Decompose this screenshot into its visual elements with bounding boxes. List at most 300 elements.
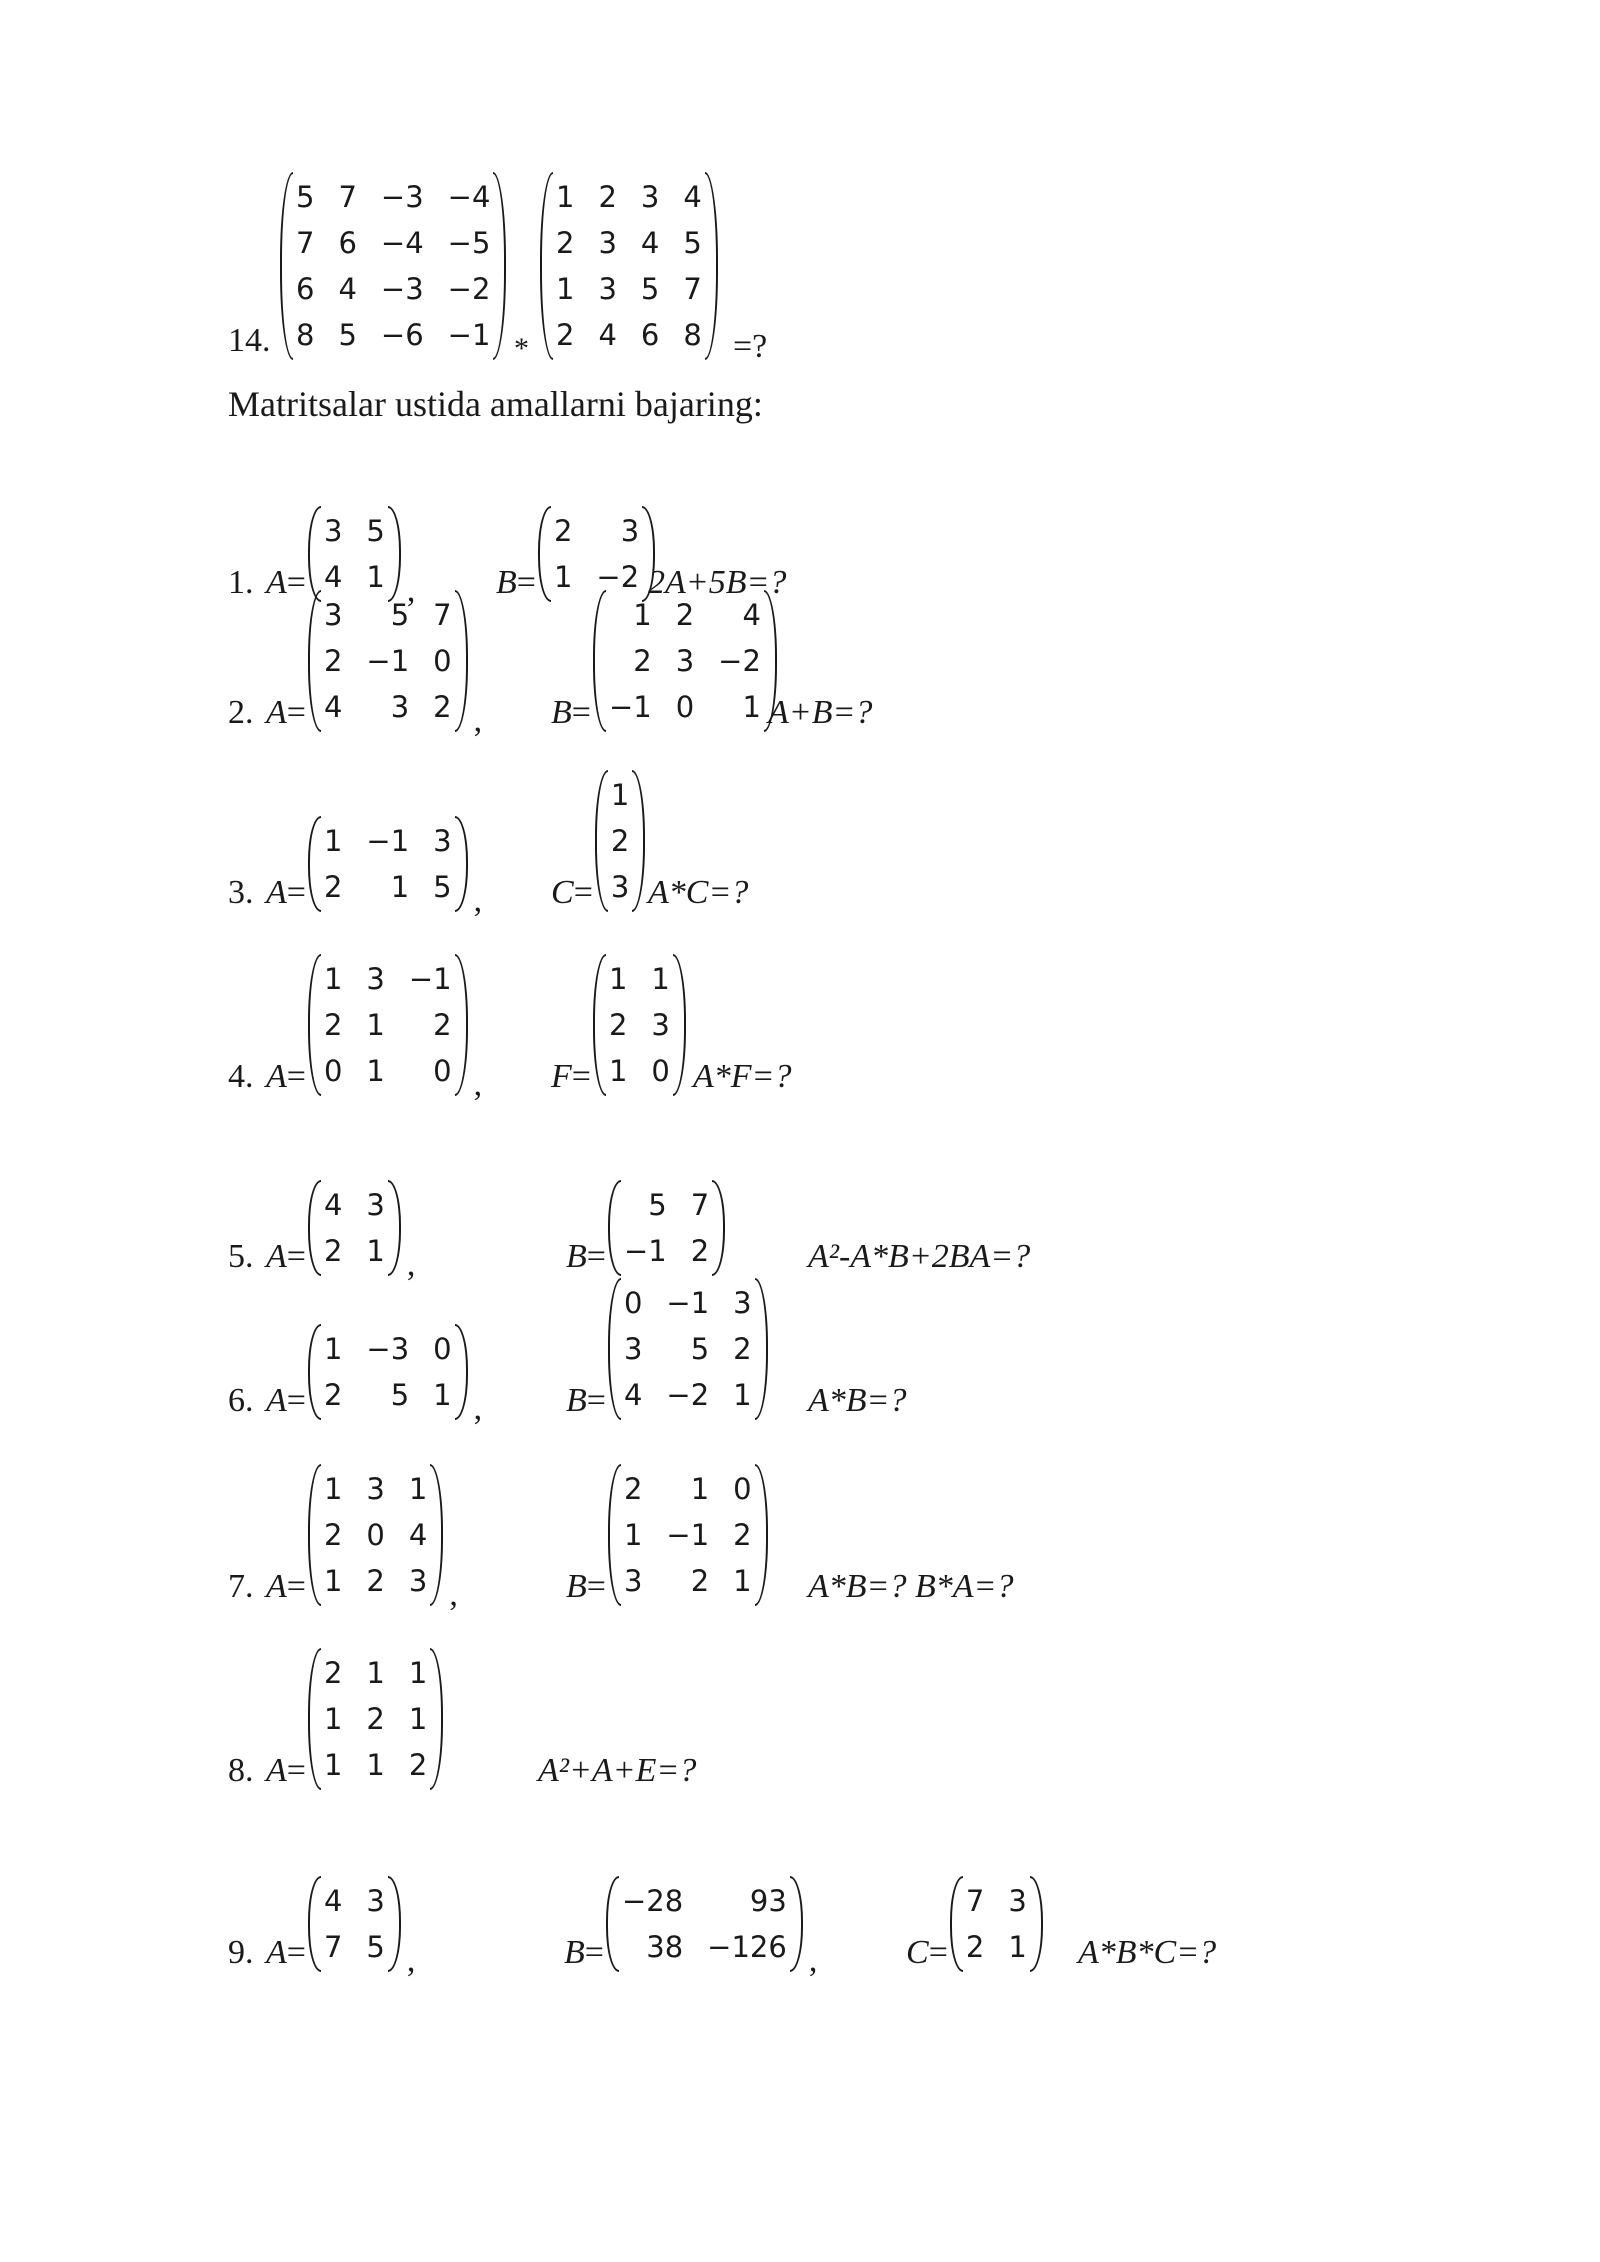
matrix-cell: 3 [323,598,343,632]
matrix-cell: 0 [675,690,695,724]
matrix-cell: 1 [610,778,630,812]
matrix-name: A [266,1382,287,1419]
problem-number: 2. [228,694,254,731]
matrix-cell: 3 [598,272,617,306]
matrix-cell: −3 [380,180,424,214]
matrix-cell: 4 [742,598,761,632]
matrix-cell: 8 [296,318,315,352]
matrix-cell: 7 [338,180,357,214]
problem-number: 1. [228,564,254,601]
matrix-cell: 2 [690,1234,710,1268]
matrix-row [322,1650,429,1696]
matrix-cell: 3 [323,514,343,548]
matrix-cell: 3 [733,1286,752,1320]
matrix-cell: 1 [742,690,761,724]
equals-sign: = [571,694,591,731]
matrix-cell: 1 [408,1472,428,1506]
problem-number: 9. [228,1934,254,1971]
matrix-cell: −1 [366,824,410,858]
task-expression: A²-A*B+2BA=? [808,1238,1031,1275]
problem-14-tail: =? [733,328,768,365]
problem-number: 4. [228,1058,254,1095]
matrix-b-group [566,1278,770,1420]
matrix-b [606,1278,770,1420]
problem-3 [228,752,1528,919]
matrix-row [609,864,631,910]
matrix-cell: 1 [323,1332,343,1366]
matrix-row [322,1326,454,1372]
matrix-cell: 1 [623,1518,643,1552]
matrix-a-group [266,1464,458,1613]
matrix-cell: 38 [646,1930,684,1964]
matrix-c [948,1876,1045,1972]
matrix-cell: 1 [556,180,575,214]
matrix-b [606,1464,770,1606]
matrix-cell: 3 [366,1188,385,1222]
matrix-name: B [566,1568,587,1605]
matrix-a-group [266,1876,416,1979]
matrix-cell: −2 [718,644,761,678]
matrix-cell: 6 [338,226,357,260]
matrix-name: A [266,1568,287,1605]
matrix-cell: 3 [598,226,617,260]
separator-comma: , [473,702,483,739]
matrix-a [306,1324,470,1420]
matrix-row [964,1924,1029,1970]
matrix-cell: 5 [338,318,357,352]
equals-sign: = [586,1238,606,1275]
matrix-cell: −3 [380,272,424,306]
matrix-cell: −1 [408,962,452,996]
matrix-cell: 1 [733,1564,752,1598]
matrix-cell: −1 [366,644,410,678]
problem-6 [228,1260,1528,1427]
matrix-row [322,1878,387,1924]
matrix-cell: 2 [623,1472,643,1506]
matrix-cell: 1 [433,1378,452,1412]
matrix-cell: 0 [623,1286,643,1320]
matrix-cell: 3 [366,1472,385,1506]
matrix-cell: 7 [965,1884,985,1918]
matrix-cell: 2 [366,1702,385,1736]
matrix-f [591,954,688,1096]
matrix-cell: 3 [408,1564,428,1598]
equals-sign: = [286,1934,306,1971]
problem-14-matrix-2-grid [538,172,720,360]
matrix-cell: 3 [675,644,695,678]
matrix-cell: 3 [433,824,452,858]
separator-comma: , [449,1576,458,1613]
problem-2 [228,572,1528,739]
matrix-cell: 1 [553,560,573,594]
matrix-cell: 2 [323,870,343,904]
matrix-row [322,956,454,1002]
matrix-cell: 5 [433,870,452,904]
matrix-cell: 4 [408,1518,428,1552]
task-expression: A²+A+E=? [538,1752,697,1789]
problem-14-operator: * [514,332,529,365]
matrix-row [294,174,492,220]
matrix-cell: 7 [683,272,702,306]
matrix-cell: 0 [366,1518,385,1552]
matrix-row [620,1878,789,1924]
matrix-cell: 2 [633,644,652,678]
matrix-cell: 0 [733,1472,752,1506]
matrix-a-group [266,1324,483,1427]
matrix-cell: 1 [390,870,410,904]
matrix-cell: 1 [1008,1930,1027,1964]
matrix-row [322,1048,454,1094]
matrix-row [622,1558,754,1604]
matrix-cell: 5 [640,272,660,306]
equals-sign: = [573,874,593,911]
matrix-row [620,1924,789,1970]
matrix-row [622,1512,754,1558]
matrix-row [607,956,672,1002]
matrix-row [294,312,492,358]
matrix-name: A [266,694,287,731]
matrix-f-group [551,954,688,1096]
matrix-b [591,590,779,732]
matrix-cell: 1 [608,962,628,996]
matrix-a [306,1648,445,1790]
matrix-row [322,1372,454,1418]
equals-sign: = [571,1058,591,1095]
matrix-cell: 6 [640,318,660,352]
matrix-cell: 3 [620,514,640,548]
matrix-row [322,638,454,684]
matrix-cell: 4 [598,318,617,352]
equals-sign: = [286,564,306,601]
matrix-row [322,1558,429,1604]
problem-number: 3. [228,874,254,911]
matrix-row [322,1512,429,1558]
separator-comma: , [406,1246,416,1283]
matrix-row [552,508,641,554]
matrix-cell: 4 [323,1884,343,1918]
matrix-row [322,1466,429,1512]
matrix-row [294,266,492,312]
equals-sign: = [586,1568,606,1605]
matrix-cell: 3 [651,1008,670,1042]
problem-14-label: 14. [228,322,271,359]
matrix-cell: 1 [323,824,343,858]
matrix-cell: 4 [323,560,343,594]
matrix-b [604,1876,805,1972]
matrix-cell: 6 [296,272,315,306]
matrix-cell: 2 [323,1234,343,1268]
matrix-cell: 1 [633,598,652,632]
matrix-cell: 1 [366,1656,385,1690]
problem-14-matrix-2 [538,172,720,360]
matrix-row [607,1048,672,1094]
matrix-name: C [551,874,574,911]
matrix-cell: 2 [608,1008,628,1042]
equals-sign: = [286,1568,306,1605]
problem-7 [228,1446,1528,1613]
matrix-cell: 4 [323,1188,343,1222]
matrix-name: B [551,694,572,731]
matrix-cell: 7 [433,598,452,632]
matrix-cell: −1 [623,1234,667,1268]
matrix-cell: 1 [366,1748,385,1782]
matrix-cell: 3 [623,1564,643,1598]
matrix-cell: 7 [296,226,315,260]
matrix-row [964,1878,1029,1924]
matrix-cell: 1 [323,1702,343,1736]
problem-number: 7. [228,1568,254,1605]
matrix-cell: 93 [749,1884,787,1918]
equals-sign: = [286,874,306,911]
matrix-cell: 1 [408,1656,428,1690]
matrix-cell: 2 [690,1564,710,1598]
matrix-row [322,684,454,730]
matrix-name: A [266,874,287,911]
matrix-cell: −2 [447,272,491,306]
matrix-row [622,1182,711,1228]
matrix-cell: 5 [390,1378,410,1412]
matrix-row [554,266,704,312]
equals-sign: = [286,1382,306,1419]
matrix-cell: 1 [323,1748,343,1782]
separator-comma: , [406,572,416,609]
matrix-a [306,954,470,1096]
task-expression: A*F=? [693,1058,792,1095]
separator-comma: , [406,1942,416,1979]
problem-14 [228,180,1528,365]
matrix-cell: 3 [366,962,385,996]
matrix-a-group [266,954,483,1103]
matrix-cell: 1 [323,1472,343,1506]
matrix-row [554,174,704,220]
matrix-cell: 1 [366,560,385,594]
matrix-cell: 2 [675,598,695,632]
matrix-cell: 2 [323,1656,343,1690]
matrix-row [607,638,763,684]
matrix-c-group [551,770,647,912]
task-expression: 2A+5B=? [648,564,787,601]
equals-sign: = [286,1752,306,1789]
matrix-cell: 1 [556,272,575,306]
matrix-row [322,1182,387,1228]
task-expression: A*B=? B*A=? [808,1568,1014,1605]
matrix-row [322,1002,454,1048]
matrix-cell: −5 [447,226,491,260]
matrix-cell: 3 [623,1332,643,1366]
matrix-row [322,818,454,864]
matrix-cell: 5 [366,514,385,548]
task-expression: A*B=? [808,1382,907,1419]
problem-8 [228,1630,1528,1790]
matrix-name: A [266,1752,287,1789]
matrix-a-group [266,1648,445,1790]
matrix-cell: −6 [380,318,424,352]
matrix-cell: 2 [323,1378,343,1412]
problem-14-matrix-1 [278,172,508,360]
problem-9 [228,1812,1528,1979]
separator-comma: , [473,1066,483,1103]
matrix-row [322,1924,387,1970]
matrix-cell: 0 [433,644,452,678]
matrix-cell: 2 [366,1564,385,1598]
matrix-a [306,1876,403,1972]
matrix-cell: −1 [608,690,652,724]
matrix-cell: 1 [323,1564,343,1598]
matrix-row [622,1326,754,1372]
matrix-cell: −126 [707,1930,787,1964]
problem-4 [228,936,1528,1103]
matrix-name: A [266,564,287,601]
matrix-cell: 1 [366,1008,385,1042]
matrix-cell: 2 [965,1930,985,1964]
matrix-row [322,1742,429,1788]
equals-sign: = [586,1382,606,1419]
matrix-cell: −28 [621,1884,684,1918]
matrix-a-group [266,816,483,919]
matrix-cell: 1 [323,962,343,996]
equals-sign: = [928,1934,948,1971]
matrix-cell: 1 [366,1234,385,1268]
matrix-name: A [266,1934,287,1971]
instruction-text: Matritsalar ustida amallarni bajaring: [228,384,763,424]
matrix-cell: 7 [690,1188,710,1222]
problem-number: 6. [228,1382,254,1419]
matrix-cell: 3 [610,870,630,904]
task-expression: A*C=? [648,874,749,911]
matrix-cell: −4 [380,226,424,260]
problem-5 [228,1116,1528,1283]
matrix-row [609,818,631,864]
matrix-cell: 2 [323,1518,343,1552]
matrix-row [554,312,704,358]
matrix-row [607,684,763,730]
matrix-b-group [564,1876,818,1979]
separator-comma: , [808,1942,818,1979]
problem-14-matrix-1-grid [278,172,508,360]
matrix-cell: 2 [610,824,630,858]
matrix-name: B [564,1934,585,1971]
matrix-a [306,590,470,732]
equals-sign: = [584,1934,604,1971]
matrix-row [322,508,387,554]
matrix-cell: 5 [683,226,702,260]
matrix-cell: 5 [296,180,315,214]
matrix-name: A [266,1238,287,1275]
matrix-cell: −1 [666,1286,710,1320]
matrix-cell: 0 [433,1332,452,1366]
matrix-cell: 3 [366,1884,385,1918]
matrix-cell: 5 [648,1188,667,1222]
matrix-row [554,220,704,266]
matrix-cell: 5 [366,1930,385,1964]
matrix-name: F [551,1058,572,1095]
matrix-c-group [906,1876,1045,1972]
matrix-a-group [266,590,483,739]
matrix-cell: 2 [733,1332,752,1366]
matrix-cell: 5 [390,598,410,632]
equals-sign: = [286,1058,306,1095]
matrix-cell: 4 [683,180,702,214]
matrix-cell: 2 [433,690,452,724]
matrix-row [322,864,454,910]
task-expression: A+B=? [768,694,873,731]
problem-number: 8. [228,1752,254,1789]
matrix-cell: 1 [690,1472,710,1506]
matrix-cell: −3 [366,1332,410,1366]
matrix-cell: 0 [651,1054,670,1088]
matrix-cell: 1 [733,1378,752,1412]
equals-sign: = [516,564,536,601]
matrix-name: C [906,1934,929,1971]
matrix-row [622,1280,754,1326]
matrix-cell: 4 [338,272,357,306]
matrix-cell: −2 [596,560,640,594]
matrix-b-group [566,1464,770,1606]
matrix-row [607,1002,672,1048]
matrix-cell: 1 [408,1702,428,1736]
matrix-name: B [566,1382,587,1419]
matrix-cell: 4 [640,226,660,260]
matrix-name: A [266,1058,287,1095]
matrix-cell: 1 [608,1054,628,1088]
matrix-row [609,772,631,818]
matrix-cell: 0 [433,1054,452,1088]
matrix-cell: 3 [390,690,410,724]
matrix-cell: 3 [1008,1884,1027,1918]
task-expression: A*B*C=? [1078,1934,1217,1971]
matrix-cell: −1 [447,318,491,352]
matrix-row [622,1466,754,1512]
matrix-cell: 1 [366,1054,385,1088]
matrix-cell: 2 [733,1518,752,1552]
matrix-cell: 1 [651,962,670,996]
matrix-a [306,816,470,912]
matrix-cell: 2 [408,1748,428,1782]
matrix-cell: 2 [433,1008,452,1042]
matrix-a [306,1464,445,1606]
matrix-cell: 2 [323,1008,343,1042]
matrix-cell: 4 [323,690,343,724]
matrix-cell: 2 [598,180,617,214]
problem-number: 5. [228,1238,254,1275]
matrix-cell: 4 [623,1378,643,1412]
matrix-cell: −1 [666,1518,710,1552]
equals-sign: = [286,1238,306,1275]
matrix-b-group [551,590,779,732]
matrix-cell: 3 [640,180,660,214]
matrix-c [593,770,647,912]
matrix-row [294,220,492,266]
matrix-cell: 2 [556,318,575,352]
matrix-row [322,592,454,638]
matrix-cell: −2 [666,1378,710,1412]
matrix-cell: 2 [556,226,575,260]
matrix-row [607,592,763,638]
matrix-cell: 7 [323,1930,343,1964]
separator-comma: , [473,882,483,919]
matrix-cell: 0 [323,1054,343,1088]
matrix-row [622,1372,754,1418]
matrix-cell: 2 [553,514,573,548]
equals-sign: = [286,694,306,731]
matrix-row [322,1696,429,1742]
matrix-cell: 8 [683,318,702,352]
matrix-cell: −4 [447,180,491,214]
matrix-cell: 5 [690,1332,710,1366]
separator-comma: , [473,1390,483,1427]
matrix-name: B [496,564,517,601]
matrix-cell: 2 [323,644,343,678]
